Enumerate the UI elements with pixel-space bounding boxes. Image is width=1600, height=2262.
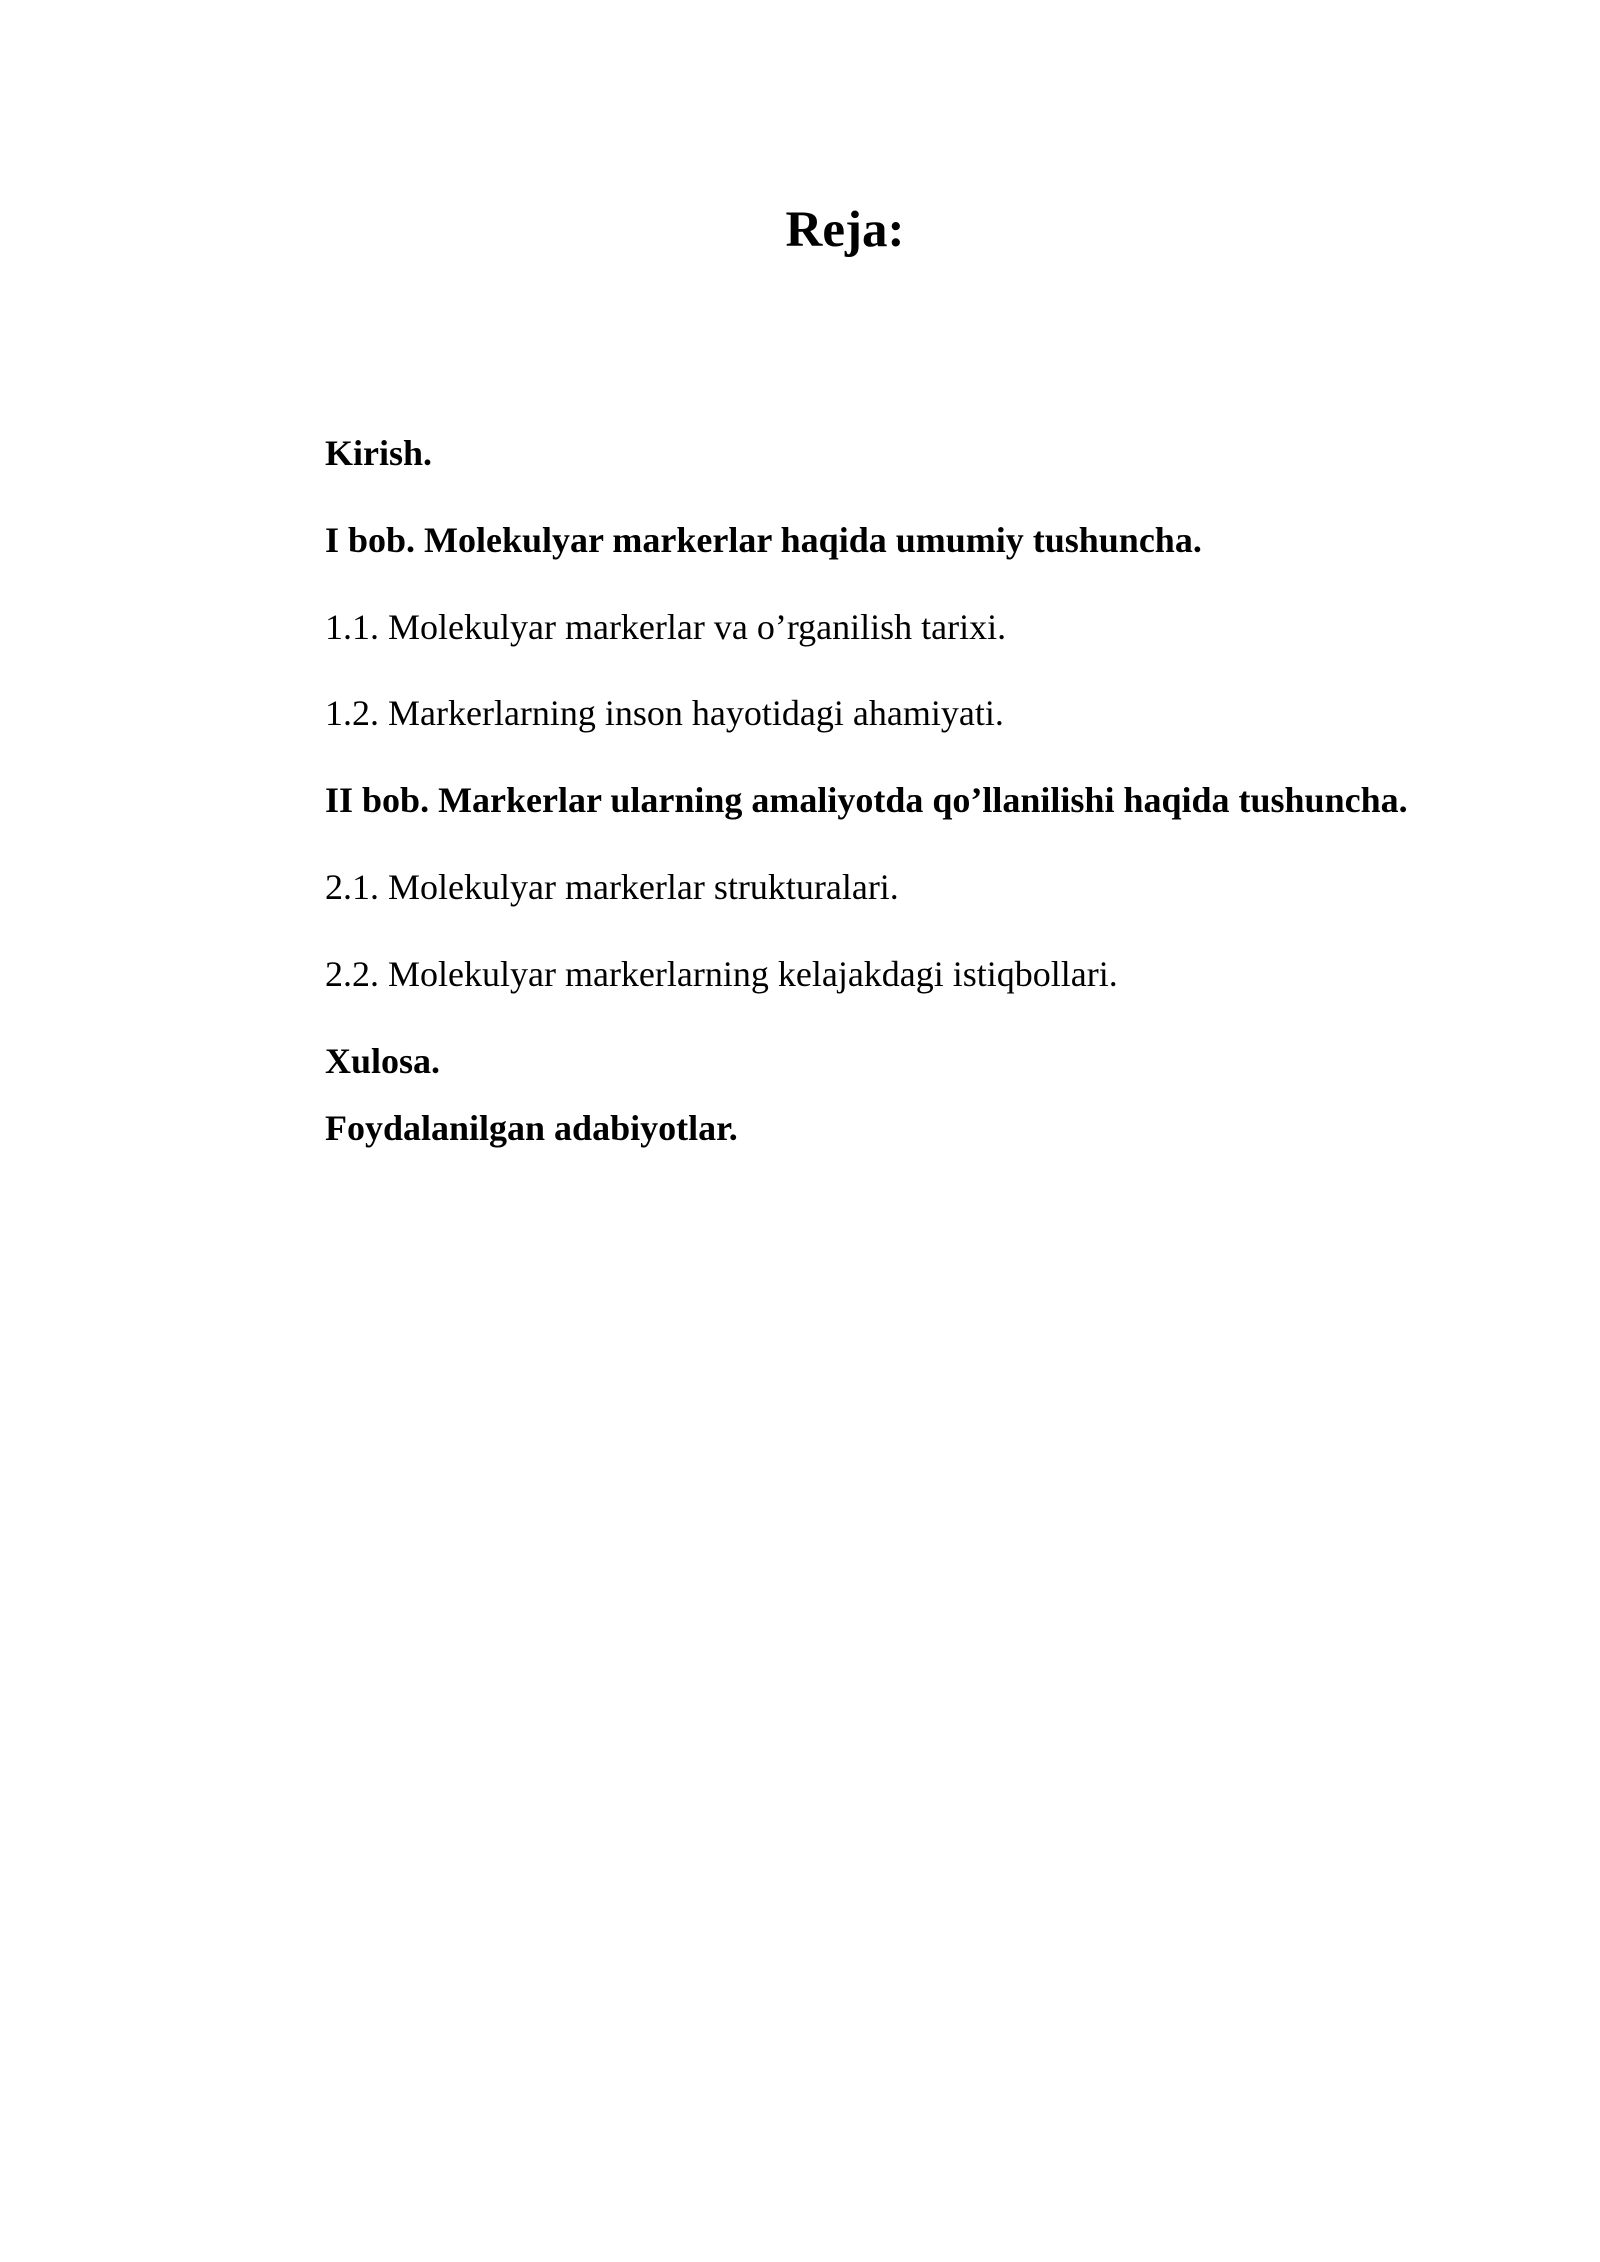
page-title: Reja: xyxy=(785,202,905,258)
toc-item-section-1-2: 1.2. Markerlarning inson hayotidagi ahamiyati. xyxy=(325,693,1004,733)
toc-item-section-2-2: 2.2. Molekulyar markerlarning kelajakdagi istiqbollari. xyxy=(325,954,1118,994)
toc-item-chapter-2: II bob. Markerlar ularning amaliyotda qo’llanilishi haqida tushuncha. xyxy=(325,780,1408,820)
toc-item-section-1-1: 1.1. Molekulyar markerlar va o’rganilish tarixi. xyxy=(325,607,1007,647)
toc-item-chapter-1: I bob. Molekulyar markerlar haqida umumiy tushuncha. xyxy=(325,520,1202,560)
toc-item-conclusion: Xulosa. xyxy=(325,1041,441,1081)
toc-item-introduction: Kirish. xyxy=(325,433,433,473)
toc-item-section-2-1: 2.1. Molekulyar markerlar strukturalari. xyxy=(325,867,899,907)
toc-item-references: Foydalanilgan adabiyotlar. xyxy=(325,1108,738,1148)
